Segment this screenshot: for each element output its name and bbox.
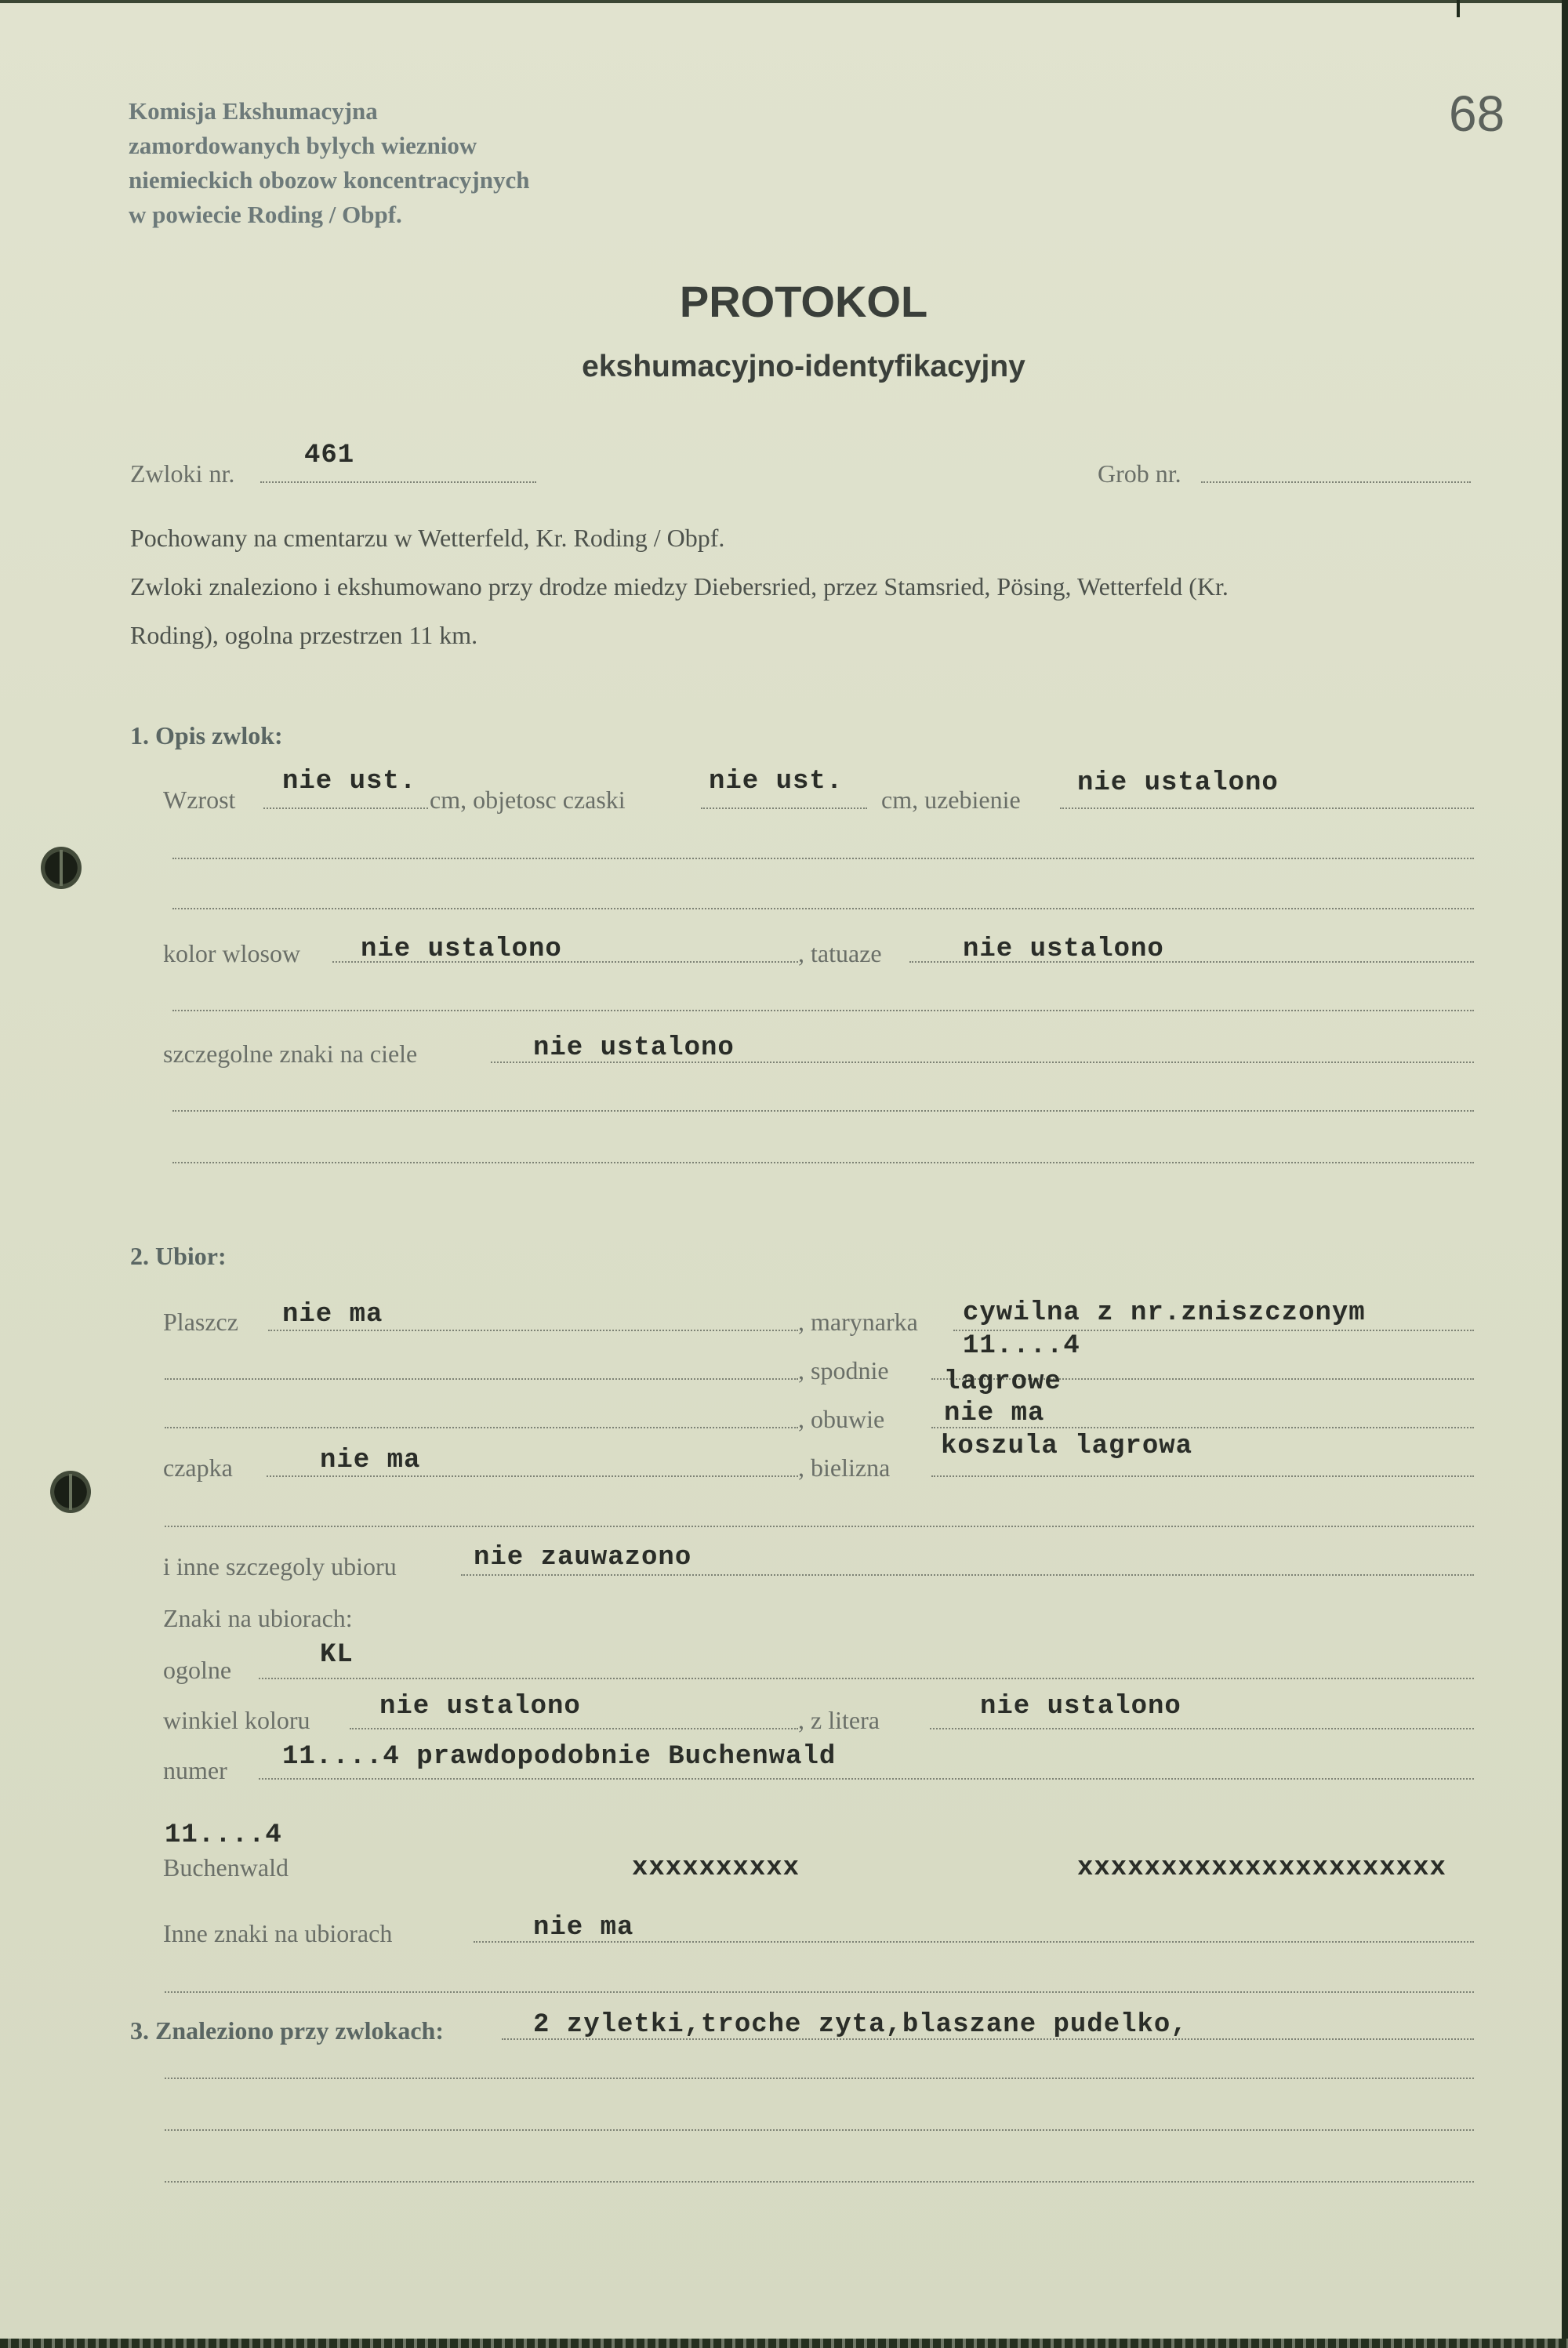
burial-line: Zwloki znaleziono i ekshumowano przy drodze miedzy Diebersried, przez Stamsried, Pösing, Wetterfeld (Kr. [130, 572, 1229, 601]
dotted-line [165, 2129, 1474, 2131]
zwloki-number: 461 [304, 441, 355, 470]
plaszcz-value: nie ma [282, 1300, 383, 1330]
litera-value: nie ustalono [980, 1692, 1181, 1722]
wlosy-value: nie ustalono [361, 934, 562, 964]
winkiel-label: winkiel koloru [163, 1706, 310, 1734]
scan-edge-top [0, 0, 1568, 3]
dotted-line [165, 2181, 1474, 2183]
znaki-ciala-value: nie ustalono [533, 1033, 735, 1063]
punch-hole-icon [41, 847, 82, 889]
punch-hole-icon [50, 1471, 91, 1513]
scan-tick-mark [1457, 0, 1460, 17]
buchenwald-number: 11....4 [165, 1820, 282, 1850]
plaszcz-label: Plaszcz [163, 1308, 238, 1336]
dotted-line [172, 858, 1474, 859]
page-number: 68 [1449, 85, 1505, 142]
cm-objetosc-label: cm, objetosc czaski [430, 786, 626, 814]
dotted-line [350, 1728, 798, 1729]
dotted-line [165, 1427, 798, 1428]
numer-value: 11....4 prawdopodobnie Buchenwald [282, 1742, 837, 1772]
dotted-line [268, 1330, 798, 1331]
ogolne-value: KL [320, 1640, 354, 1670]
dotted-line [172, 908, 1474, 909]
spodnie-value: lagrowe [944, 1367, 1062, 1397]
uzebienie-value: nie ustalono [1077, 768, 1279, 798]
inne-znaki-value: nie ma [533, 1913, 634, 1943]
obuwie-value: nie ma [944, 1399, 1045, 1428]
dotted-line [172, 1110, 1474, 1112]
bielizna-value: koszula lagrowa [941, 1432, 1193, 1461]
dotted-line [263, 807, 428, 809]
document-title: PROTOKOL [679, 277, 928, 326]
burial-line: Pochowany na cmentarzu w Wetterfeld, Kr. Roding / Obpf. [130, 524, 725, 552]
winkiel-value: nie ustalono [379, 1692, 581, 1722]
inne-znaki-label: Inne znaki na ubiorach [163, 1919, 393, 1947]
dotted-line [701, 807, 867, 809]
marynarka-value: cywilna z nr.zniszczonym [963, 1298, 1366, 1328]
section-heading: 1. Opis zwlok: [130, 721, 283, 749]
dotted-line [165, 1991, 1474, 1993]
dotted-line [931, 1475, 1474, 1477]
numer-label: numer [163, 1756, 227, 1784]
dotted-line [165, 2078, 1474, 2079]
dotted-line [259, 1778, 1474, 1780]
scan-edge-bottom [0, 2339, 1568, 2348]
znaki-ciala-label: szczegolne znaki na ciele [163, 1040, 418, 1068]
header-line: zamordowanych bylych wiezniow [129, 132, 477, 159]
struck-text: xxxxxxxxxx [632, 1853, 800, 1883]
obuwie-label: , obuwie [798, 1405, 885, 1433]
wlosy-label: kolor wlosow [163, 939, 301, 967]
marynarka-label: , marynarka [798, 1308, 918, 1336]
spodnie-number: 11....4 [963, 1331, 1080, 1361]
dotted-line [165, 1378, 798, 1380]
zwloki-label: Zwloki nr. [130, 459, 235, 488]
litera-label: , z litera [798, 1706, 880, 1734]
grob-label: Grob nr. [1098, 459, 1181, 488]
dotted-line [172, 1162, 1474, 1163]
dotted-line [461, 1574, 1474, 1576]
dotted-line [165, 1526, 1474, 1527]
struck-text: xxxxxxxxxxxxxxxxxxxxxx [1077, 1853, 1446, 1883]
section-heading: 2. Ubior: [130, 1242, 227, 1270]
inne-szczegoly-value: nie zauwazono [474, 1543, 692, 1573]
dotted-line [1201, 481, 1471, 483]
czapka-label: czapka [163, 1453, 233, 1482]
czapka-value: nie ma [320, 1446, 421, 1475]
cm-uzebienie-label: cm, uzebienie [881, 786, 1021, 814]
bielizna-label: , bielizna [798, 1453, 891, 1482]
znaleziono-value: 2 zyletki,troche zyta,blaszane pudelko, [533, 2010, 1188, 2040]
ogolne-label: ogolne [163, 1656, 232, 1684]
tatuaze-label: , tatuaze [798, 939, 882, 967]
header-line: niemieckich obozow koncentracyjnych [129, 166, 530, 194]
dotted-line [172, 1010, 1474, 1011]
header-line: w powiecie Roding / Obpf. [129, 201, 402, 228]
document-subtitle: ekshumacyjno-identyfikacyjny [582, 350, 1025, 383]
spodnie-label: , spodnie [798, 1356, 889, 1384]
dotted-line [1060, 807, 1474, 809]
tatuaze-value: nie ustalono [963, 934, 1164, 964]
dotted-line [260, 481, 536, 483]
header-line: Komisja Ekshumacyjna [129, 97, 378, 125]
dotted-line [930, 1728, 1474, 1729]
inne-szczegoly-label: i inne szczegoly ubioru [163, 1552, 397, 1580]
czaszka-value: nie ust. [709, 767, 844, 797]
commission-header [129, 94, 529, 232]
wzrost-value: nie ust. [282, 767, 417, 797]
wzrost-label: Wzrost [163, 786, 236, 814]
znaki-ubiorach-label: Znaki na ubiorach: [163, 1604, 353, 1632]
section-heading: 3. Znaleziono przy zwlokach: [130, 2016, 444, 2045]
dotted-line [267, 1475, 798, 1477]
dotted-line [259, 1678, 1474, 1679]
burial-line: Roding), ogolna przestrzen 11 km. [130, 621, 478, 649]
buchenwald-label: Buchenwald [163, 1853, 289, 1882]
